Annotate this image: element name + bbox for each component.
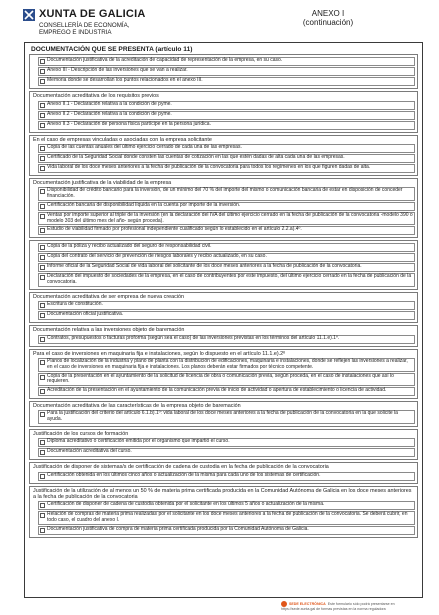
footer (281, 601, 431, 613)
checkbox[interactable] (40, 389, 45, 394)
item-label: Copia de la presentación en el ayuntamiento de la solicitud de licencia de obra o comunicación previa, según proceda, en el caso de instalaciones que así lo requieren. (47, 372, 394, 385)
footer-line1: Este formulario sólo podrá presentarse en (327, 601, 395, 606)
checkbox[interactable] (40, 69, 45, 74)
checkbox[interactable] (40, 79, 45, 84)
checkbox[interactable] (40, 503, 45, 508)
item-label: Memoria donde se desarrollan los puntos relacionados en el anexo III. (47, 77, 203, 84)
checkbox[interactable] (40, 303, 45, 308)
checklist-item (38, 243, 415, 252)
checkbox[interactable] (40, 166, 45, 171)
item-label: Documentación oficial justificativa. (47, 311, 124, 318)
doc-section (29, 349, 418, 399)
checklist-item (38, 101, 415, 110)
sections-container (29, 54, 418, 537)
checklist-item (38, 373, 415, 387)
checkbox[interactable] (40, 337, 45, 342)
checkbox[interactable] (40, 59, 45, 64)
checkbox[interactable] (40, 255, 45, 260)
item-label: Diploma acreditativo o certificación emitida por el organismo que impartió el curso. (47, 438, 230, 445)
item-label: Acreditación de la presentación en el ayuntamiento de la comunicación previa de inicio de actividad o apertura de establecimiento o licencia de actividad. (47, 387, 387, 394)
checklist-item (38, 301, 415, 310)
item-label: Escritura de constitución. (47, 301, 103, 308)
section-title: Para el caso de inversiones en maquinaria fija e instalaciones, según lo dispuesto en el artículo 11.1.e).2º (33, 350, 286, 357)
item-label: Documentación acreditativa del curso. (47, 448, 132, 455)
item-label: Vida laboral de los doce meses anteriores a la fecha de publicación de la convocatoria para todos los regímenes en los que figuren dadas de alta. (47, 164, 371, 170)
checklist-item (38, 526, 415, 535)
doc-section (29, 54, 418, 89)
checklist-item (38, 448, 415, 457)
checklist-item (38, 273, 415, 287)
item-label: Certificación de disponer de cadena de custodia obtenida por el solicitante en los últimos 5 años o actualización de la misma. (47, 501, 325, 508)
item-label: Relación de compras de materia prima realizadas por el solicitante en los doce meses anteriores a la fecha de publicación de la convocatoria. Se deberá cubrir, en todo caso, el cuadro del anexo I. (47, 511, 408, 524)
section-title: Documentación acreditativa de ser empresa de nueva creación (33, 294, 185, 301)
checkbox[interactable] (40, 245, 45, 250)
checkbox[interactable] (40, 375, 45, 380)
checklist-item (38, 202, 415, 211)
item-label: Para la justificación del criterio del artículo 6.1.b).1º: vida laboral de los doce meses anteriores a la fecha de publicación de la convocatoria en la que solicite la ayuda. (47, 410, 398, 423)
section-title: En el caso de empresas vinculadas o asociadas con la empresa solicitante (33, 136, 212, 143)
item-label: Copia del contrato del servicio de prevención de riesgos laborales y recibo actualizado, en su caso. (47, 253, 267, 260)
checkbox[interactable] (40, 450, 45, 455)
checklist-item (38, 187, 415, 201)
item-label: Anexo II.2 - Declaración relativa a la condición de pyme. (47, 110, 172, 117)
checkbox[interactable] (40, 113, 45, 118)
doc-section (29, 401, 418, 427)
xunta-logo-icon (23, 9, 35, 21)
checkbox[interactable] (40, 189, 45, 194)
footer-line2: https://sede.xunta.gal de formas previstas en la norma reguladora (281, 607, 386, 611)
checklist-item (38, 387, 415, 396)
checklist-item (38, 57, 415, 66)
item-label: Estudio de viabilidad firmado por profesional independiente cualificado según lo establecido en el artículo 2.2.a).4º. (47, 226, 302, 233)
section-title: Justificación de la utilización de al menos un 50 % de materia prima certificada producida en la Comunidad Autónoma de Galicia en los doce meses anteriores a la fecha de publicación de la convocatoria (33, 487, 412, 500)
checkbox[interactable] (40, 412, 45, 417)
checklist-item (38, 226, 415, 235)
checklist-item (38, 67, 415, 76)
doc-section (29, 178, 418, 238)
checkbox[interactable] (40, 204, 45, 209)
item-label: Anexo II.1 - Declaración relativa a la condición de pyme. (47, 100, 172, 107)
item-label: Anexo III - Descripción de las inversiones que se van a realizar. (47, 67, 188, 74)
annex-subtitle: (continuación) (302, 18, 354, 27)
item-label: Certificación obtenida en los últimos cinco años o actualización de la misma para cada uno de los sistemas de certificación. (47, 471, 321, 478)
section-title: Documentación acreditativa de los requisitos previos (33, 93, 159, 100)
checkbox[interactable] (40, 123, 45, 128)
checkbox[interactable] (40, 528, 45, 533)
checkbox[interactable] (40, 214, 45, 219)
checkbox[interactable] (40, 313, 45, 318)
section-title: Documentación acreditativa de las características de la empresa objeto de baremación (33, 403, 241, 410)
checkbox[interactable] (40, 103, 45, 108)
checklist-item (38, 263, 415, 272)
checklist-item (38, 164, 415, 173)
item-label: Certificación bancaria de disponibilidad líquida en la cuenta por importe de la inversión. (47, 201, 241, 208)
checklist-item (38, 77, 415, 86)
item-label: Informe oficial de la Seguridad Social de vida laboral del solicitante de los doce meses anteriores a la fecha de publicación de la convocatoria. (47, 263, 362, 270)
annex-title: ANEXO I (311, 9, 345, 18)
checkbox[interactable] (40, 440, 45, 445)
checkbox[interactable] (40, 360, 45, 365)
doc-section (29, 91, 418, 132)
item-label: Contratos, presupuestos o facturas proforma (según sea el caso) de las inversiones previstas en los términos del artículo 11.1.e).1º. (47, 334, 340, 341)
documentation-frame (24, 42, 423, 598)
item-label: Planos de localización de la industria y plano de planta con la distribución de edificaciones, maquinaria e instalaciones, donde se reflejen las inversiones a realizar, en el caso de inversiones en maquinaria fija e instalaciones. Los planos deberán estar firmados por técnico competente. (47, 357, 408, 370)
item-label: Documentación justificativa de compra de materia prima certificada producida por la Comunidad Autónoma de Galicia. (47, 525, 309, 532)
main-title: DOCUMENTACIÓN QUE SE PRESENTA (artículo 11) (31, 46, 193, 53)
item-label: Ventas por importe superior al triple de la inversión (en la declaración del IVA del último ejercicio cerrado en la fecha de publicación de la convocatoria -modelo 390 o modelo 303 del último mes del año- según proceda). (47, 211, 413, 224)
checklist-item (38, 111, 415, 120)
item-label: Documentación justificativa de la acreditación de capacidad de representación de la empresa, en su caso. (47, 57, 283, 64)
checklist-item (38, 121, 415, 130)
checklist-item (38, 212, 415, 226)
conselleria-name: CONSELLERÍA DE ECONOMÍA, EMPREGO E INDUSTRIA (39, 22, 130, 36)
item-label: Declaración del impuesto de sociedades de la empresa, en el caso de contribuyentes por este impuesto, del último ejercicio cerrado en la fecha de publicación de la convocatoria. (47, 273, 412, 286)
doc-section (29, 292, 418, 323)
checkbox[interactable] (40, 474, 45, 479)
checklist-item (38, 472, 415, 481)
checklist-item (38, 144, 415, 153)
checkbox[interactable] (40, 146, 45, 151)
item-label: Certificado de la Seguridad Social donde consten las cuentas de cotización en las que estén dadas de alta cada una de las empresas. (47, 154, 345, 160)
checklist-item (38, 253, 415, 262)
checkbox[interactable] (40, 228, 45, 233)
section-title: Documentación relativa a las inversiones objeto de baremación (33, 327, 185, 334)
doc-section (29, 486, 418, 538)
checkbox[interactable] (40, 265, 45, 270)
checklist-item (38, 501, 415, 510)
brand-name: XUNTA DE GALICIA (39, 8, 146, 20)
annex-heading (243, 9, 413, 27)
checklist-item (38, 511, 415, 525)
item-label: Anexo II.3 - Declaración de persona física partícipe en la persona jurídica. (47, 120, 211, 127)
doc-section (29, 462, 418, 483)
section-title: Documentación justificativa de la viabilidad de la empresa (33, 180, 172, 186)
item-label: Copia de las cuentas anuales del último ejercicio cerrado de cada una de las empresas. (47, 144, 242, 150)
doc-section (29, 429, 418, 460)
item-label: Disponibilidad de crédito bancario para la inversión, de un mínimo del 70 % del importe del mismo o comunicación bancaria de estar en disposición de conceder financiación. (47, 187, 403, 200)
checklist-item (38, 311, 415, 320)
checklist-item (38, 358, 415, 372)
checklist-item (38, 335, 415, 344)
doc-section (29, 135, 418, 176)
checkbox[interactable] (40, 513, 45, 518)
checklist-item (38, 410, 415, 424)
section-title: Justificación de los cursos de formación (33, 431, 129, 438)
checklist-item (38, 154, 415, 163)
checkbox[interactable] (40, 156, 45, 161)
sede-label: SEDE ELECTRÓNICA (289, 601, 326, 606)
doc-section (29, 240, 418, 290)
item-label: Copia de la póliza y recibo actualizado del seguro de responsabilidad civil. (47, 243, 212, 250)
doc-section (29, 325, 418, 346)
checklist-item (38, 438, 415, 447)
section-title: Justificación de disponer de sistemas/s de certificación de cadena de custodia en la fecha de publicación de la convocatoria (33, 464, 329, 471)
checkbox[interactable] (40, 275, 45, 280)
